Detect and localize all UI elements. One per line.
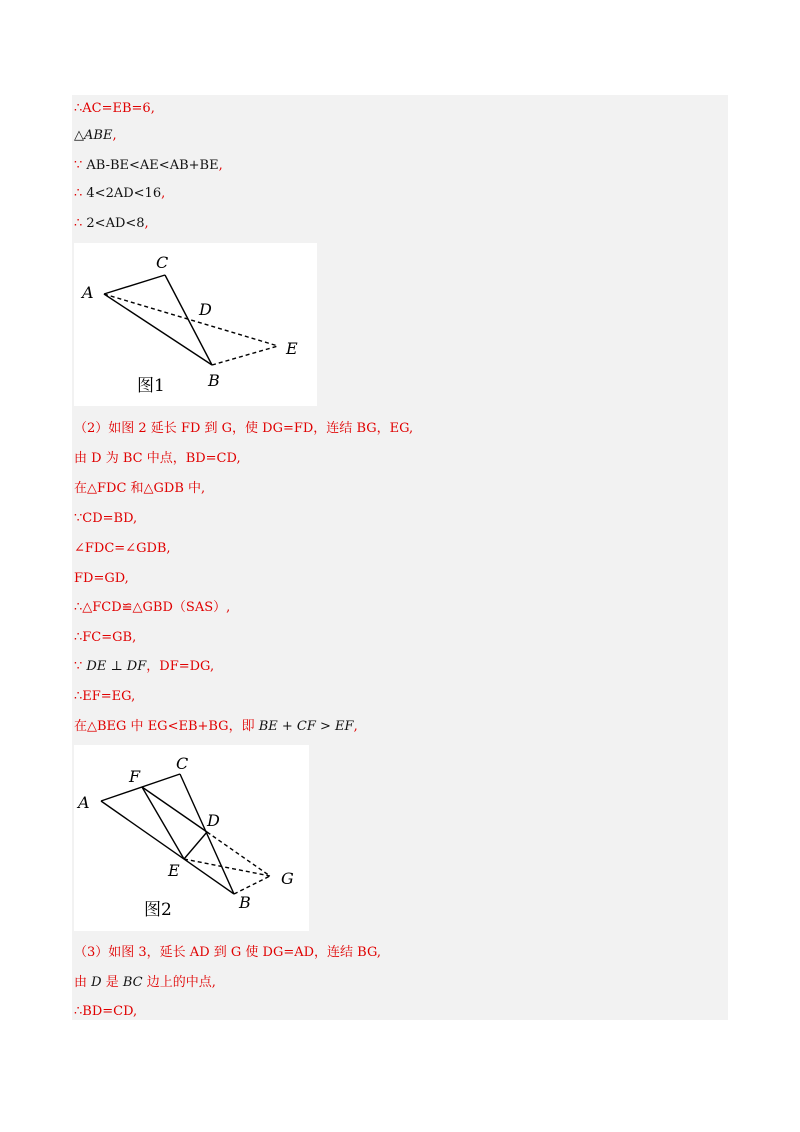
solution-line: 在△FDC 和△GDB 中, (74, 481, 206, 496)
solution-line: 由 D 是 BC 边上的中点, (74, 975, 216, 990)
point-label-d: D (207, 811, 220, 830)
segment-ac (101, 774, 180, 801)
point-label-e: E (286, 339, 298, 358)
solution-line: ∴ 2<AD<8, (74, 216, 149, 231)
point-label-b: B (208, 371, 220, 390)
figure-1 (74, 243, 317, 406)
segment-ac (104, 275, 165, 294)
segment-fd (142, 787, 207, 832)
solution-line: ∵CD=BD, (74, 511, 138, 526)
figure-1-caption: 图1 (137, 376, 165, 396)
figure-2 (74, 745, 309, 931)
segment-ae (104, 294, 278, 346)
point-label-a: A (82, 283, 94, 302)
point-label-f: F (129, 767, 141, 786)
segment-cb (165, 275, 212, 365)
segment-ab (104, 294, 212, 365)
point-label-d: D (199, 300, 212, 319)
solution-line: ∵ DE ⊥ DF，DF=DG, (74, 659, 215, 674)
point-label-c: C (156, 253, 169, 272)
point-label-e: E (168, 861, 180, 880)
solution-line: ∠FDC=∠GDB, (74, 541, 171, 556)
solution-line: 由 D 为 BC 中点，BD=CD, (74, 451, 241, 466)
solution-line: ∴EF=EG, (74, 689, 136, 704)
solution-line: ∴BD=CD, (74, 1004, 138, 1019)
figure-2-caption: 图2 (144, 900, 172, 920)
solution-line: ∴AC=EB=6, (74, 101, 155, 116)
solution-line: ∵ AB-BE<AE<AB+BE, (74, 158, 223, 173)
solution-line: 在△BEG 中 EG<EB+BG，即 BE + CF > EF, (74, 719, 358, 734)
solution-line: （3）如图 3，延长 AD 到 G 使 DG=AD，连结 BG, (74, 945, 382, 960)
segment-bg (234, 876, 270, 894)
point-label-a: A (78, 793, 90, 812)
segment-ed (184, 832, 207, 859)
figure-1-diagram (74, 243, 317, 406)
solution-line: △ABE, (74, 128, 117, 143)
solution-line: ∴ 4<2AD<16, (74, 186, 166, 201)
point-label-g: G (281, 869, 294, 888)
segment-fe (142, 787, 184, 859)
solution-line: ∴△FCD≌△GBD（SAS）, (74, 600, 231, 615)
solution-line: FD=GD, (74, 571, 129, 586)
point-label-c: C (176, 754, 189, 773)
solution-line: （2）如图 2 延长 FD 到 G，使 DG=FD，连结 BG，EG, (74, 421, 414, 436)
point-label-b: B (239, 893, 251, 912)
segment-be (212, 346, 278, 365)
segment-cb (180, 774, 234, 894)
figure-2-diagram (74, 745, 309, 931)
solution-line: ∴FC=GB, (74, 630, 137, 645)
